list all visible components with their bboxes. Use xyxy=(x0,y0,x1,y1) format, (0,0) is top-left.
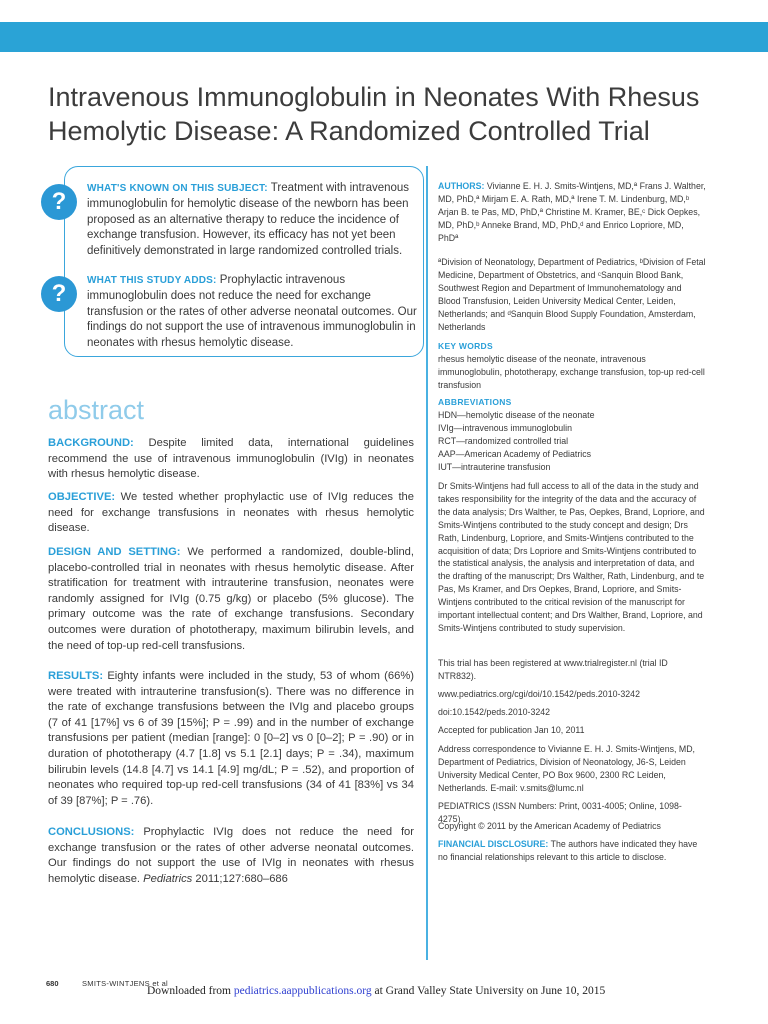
article-title xyxy=(48,80,738,148)
financial-disclosure xyxy=(438,838,706,864)
abstract-objective xyxy=(48,490,414,537)
abbreviation-item: AAP—American Academy of Pediatrics xyxy=(438,448,592,459)
conclusions-text: Prophylactic IVIg does not reduce the need for exchange transfusion or the rates of other adverse neonatal outcomes. Our findings do not support the use of IVIg in neonates with rhesus hemolytic disease. xyxy=(48,826,414,885)
copyright-line: Copyright © 2011 by the American Academy of Pediatrics xyxy=(438,821,661,831)
download-source-link[interactable]: pediatrics.aappublications.org xyxy=(233,985,372,997)
running-head: SMITS-WINTJENS et al xyxy=(82,979,169,988)
study-adds-text xyxy=(87,273,417,352)
authors-block xyxy=(438,180,706,245)
affiliations: ªDivision of Neonatology, Department of Pediatrics, ᵇDivision of Fetal Medicine, Department of Obstetrics, and ᶜSanquin Blood Bank, Southwest Region and Department of Immunohematology and Blood Transfusion, Leiden University Medical Center, Leiden, Netherlands; and ᵈSanquin Blood Supply Foundation, Amsterdam, Netherlands xyxy=(438,257,706,332)
accepted-date: Accepted for publication Jan 10, 2011 xyxy=(438,725,585,735)
correspondence-address: Address correspondence to Vivianne E. H. J. Smits-Wintjens, MD, Department of Pediatrics, Division of Neonatology, J6-S, Leiden University Medical Center, PO Box 9600, 2300 RC Leiden, Netherlands. E-mail: v.smits@lumc.nl xyxy=(438,744,696,793)
design-label: DESIGN AND SETTING: xyxy=(48,546,181,558)
whats-known-text xyxy=(87,181,417,260)
abbreviation-item: RCT—randomized controlled trial xyxy=(438,435,569,446)
page-number: 680 xyxy=(46,979,59,988)
results-label: RESULTS: xyxy=(48,670,104,682)
question-icon: ? xyxy=(41,184,77,220)
download-prefix: Downloaded from xyxy=(147,985,231,997)
abstract-design xyxy=(48,545,414,654)
objective-label: OBJECTIVE: xyxy=(48,491,116,503)
abstract-heading: abstract xyxy=(48,395,145,425)
study-adds-body: Prophylactic intravenous immunoglobulin does not reduce the need for exchange transfusion or the rates of other adverse neonatal outcomes. Our findings do not support the use of intravenous immunoglobulin in neonates with rhesus hemolytic disease. xyxy=(87,274,417,350)
abbreviation-item: IUT—intrauterine transfusion xyxy=(438,461,551,472)
trial-registration: This trial has been registered at www.trialregister.nl (trial ID NTR832). xyxy=(438,658,668,681)
download-suffix: at Grand Valley State University on June 10, 2015 xyxy=(374,985,606,997)
conclusions-label: CONCLUSIONS: xyxy=(48,826,135,838)
background-text: Despite limited data, international guidelines recommend the use of intravenous immunoglobulin (IVIg) in neonates with rhesus hemolytic disease. xyxy=(48,437,414,481)
results-text: Eighty infants were included in the study, 53 of whom (66%) were treated with intrauterine transfusion(s). There was no difference in the rate of exchange transfusions between the IVIg and placebo groups (7 of 41 [17%] vs 6 of 39 [15%]; P = .99) and in the number of exchange transfusions per patient (median [range]: 0 [0–2] vs 0 [0–2]; P = .90) or in duration of phototherapy (4.7 [1.8] vs 5.1 [2.1] days; P = .34), maximum bilirubin levels (14.8 [4.7] vs 14.1 [4.9] mg/dL; P = .52), and proportion of neonates who required top-up red-cell transfusions (34 of 41 [83%] vs 34 of 39 [87%]; P = .76). xyxy=(48,670,415,807)
authors-text: Vivianne E. H. J. Smits-Wintjens, MD,ª Frans J. Walther, MD, PhD,ª Mirjam E. A. Rath, MD,ª Irene T. M. Lindenburg, MD,ᵇ Arjan B. te Pas, MD, PhD,ª Christine M. Kramer, BE,ᶜ Dick Oepkes, MD, PhD,ᵇ Anneke Brand, MD, PhD,ᵈ and Enrico Lopriore, MD, PhDª xyxy=(438,181,706,243)
abbreviations-block xyxy=(438,396,706,473)
financial-label: FINANCIAL DISCLOSURE: xyxy=(438,839,549,849)
authors-label: AUTHORS: xyxy=(438,181,485,191)
keywords-label: KEY WORDS xyxy=(438,341,493,351)
financial-text: The authors have indicated they have no financial relationships relevant to this article to disclose. xyxy=(438,839,698,862)
citation-rest: 2011;127:680–686 xyxy=(195,872,288,885)
header-color-bar xyxy=(0,22,768,52)
abbreviations-label: ABBREVIATIONS xyxy=(438,397,512,407)
abbreviation-item: HDN—hemolytic disease of the neonate xyxy=(438,409,595,420)
abstract-conclusions xyxy=(48,825,414,887)
abbreviation-item: IVIg—intravenous immunoglobulin xyxy=(438,422,572,433)
design-text: We performed a randomized, double-blind, placebo-controlled trial in neonates with rhesus hemolytic disease. After stratification for treatment with intrauterine transfusion, neonates were randomly assigned for IVIg (0.75 g/kg) or placebo (5% glucose). The primary outcome was the rate of exchange transfusions. Secondary outcomes were duration of phototherapy, maximum bilirubin levels, and the need of top-up red-cell transfusions. xyxy=(48,546,415,652)
background-label: BACKGROUND: xyxy=(48,437,134,449)
objective-text: We tested whether prophylactic use of IVIg reduces the need for exchange transfusions in neonates with rhesus hemolytic disease. xyxy=(48,491,415,535)
title-line-2: Hemolytic Disease: A Randomized Controlled Trial xyxy=(48,116,650,146)
author-contributions: Dr Smits-Wintjens had full access to all of the data in the study and takes responsibility for the integrity of the data and the accuracy of the data analysis; Drs Walther, te Pas, Oepkes, Brand, Lopriore, and Smits-Wintjens contributed to the study concept and design; Drs Rath, Lindenburg, Lopriore, and Smits-Wintjens contributed to the acquisition of data; Drs Lopriore and Smits-Wintjens contributed to the statistical analysis, the analysis and interpretation of data, and the drafting of the manuscript; Drs Walther, Rath, Lindenburg, and te Pas, Ms Kramer, and Drs Oepkes, Brand, Lopriore, and Smits-Wintjens contributed to the critical revision of the manuscript for important intellectual content; and Drs Walther, Brand, Lopriore, and Smits-Wintjens contributed to study supervision. xyxy=(438,481,705,633)
study-adds-label: WHAT THIS STUDY ADDS: xyxy=(87,275,217,286)
title-line-1: Intravenous Immunoglobulin in Neonates With Rhesus xyxy=(48,82,700,112)
keywords-block xyxy=(438,340,706,392)
download-notice xyxy=(147,985,605,997)
article-url: www.pediatrics.org/cgi/doi/10.1542/peds.2010-3242 xyxy=(438,689,640,699)
whats-known-body: Treatment with intravenous immunoglobulin for hemolytic disease of the newborn has been proposed as an alternative therapy to reduce the incidence of exchange transfusion. However, its efficacy has not yet been definitively demonstrated in large randomized controlled trials. xyxy=(87,182,410,258)
keywords-text: rhesus hemolytic disease of the neonate, intravenous immunoglobulin, phototherapy, exchange transfusion, top-up red-cell transfusion xyxy=(438,353,705,390)
article-doi: doi:10.1542/peds.2010-3242 xyxy=(438,707,551,717)
abstract-background xyxy=(48,436,414,483)
question-icon: ? xyxy=(41,276,77,312)
whats-known-label: WHAT'S KNOWN ON THIS SUBJECT: xyxy=(87,183,268,194)
citation-journal: Pediatrics xyxy=(143,872,193,885)
column-divider xyxy=(426,166,428,960)
issn-line: PEDIATRICS (ISSN Numbers: Print, 0031-4005; Online, 1098-4275). xyxy=(438,801,682,824)
abstract-results xyxy=(48,669,414,809)
